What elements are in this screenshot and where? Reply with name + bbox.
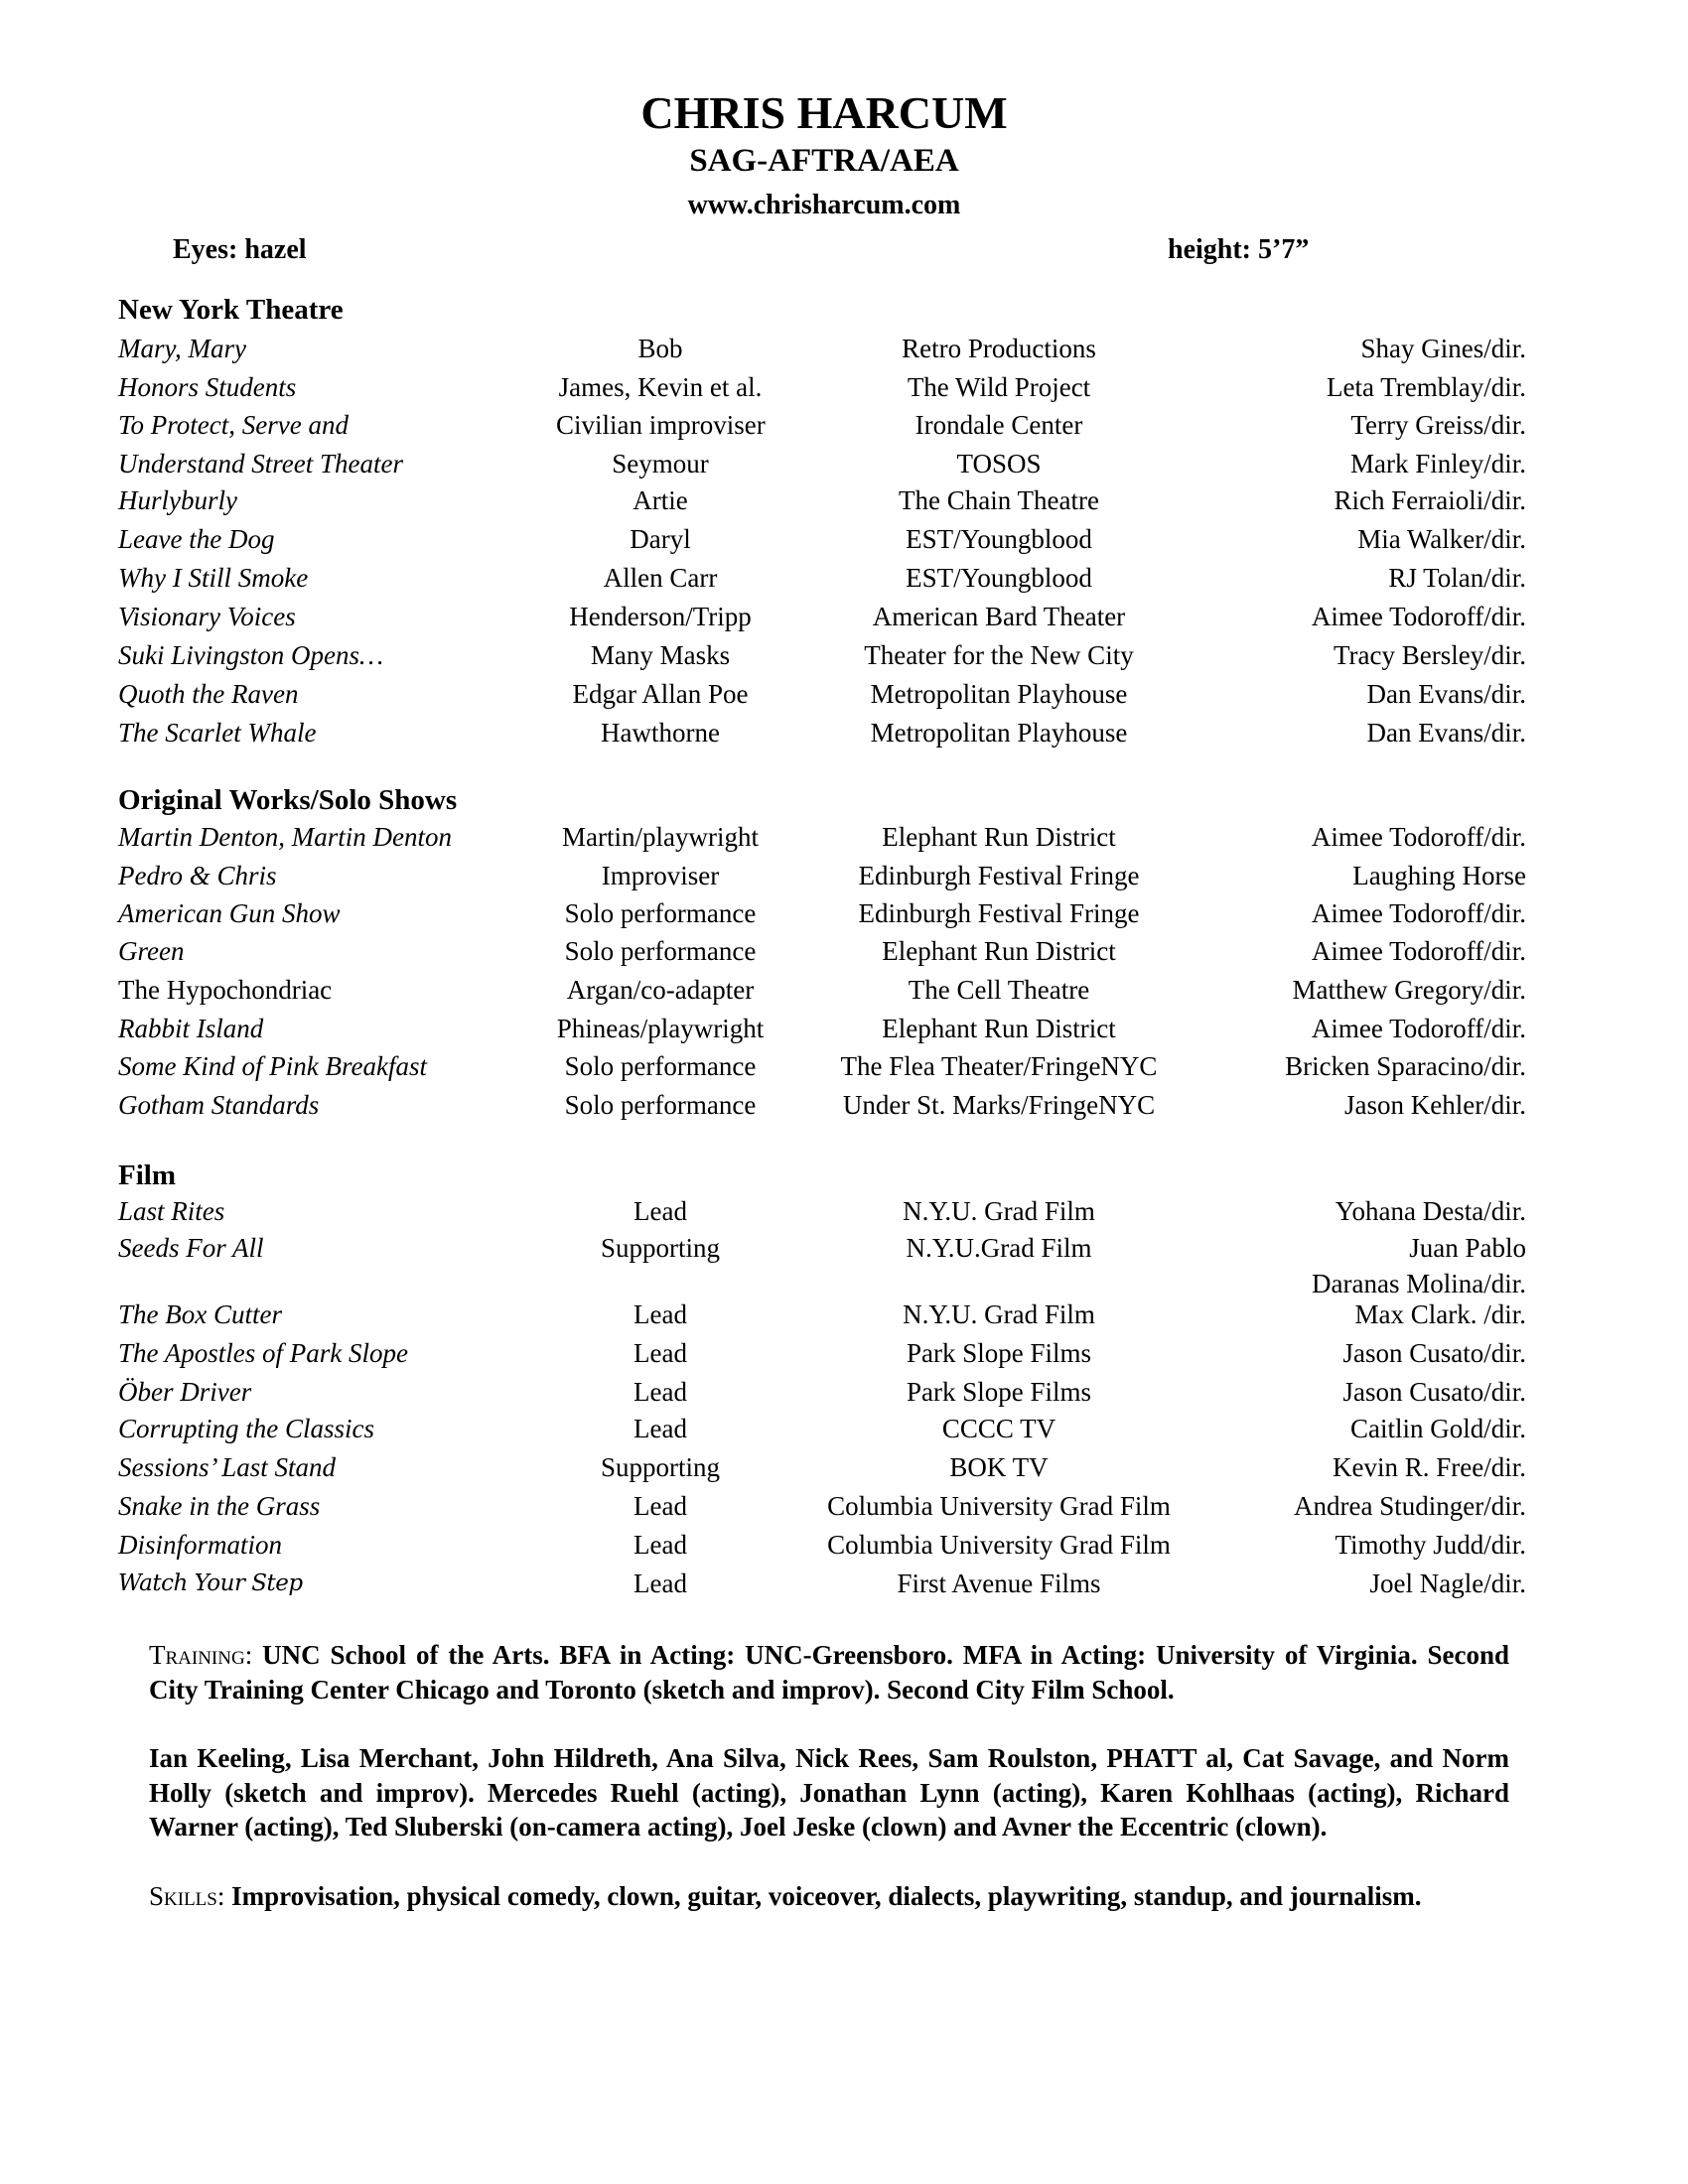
credit-row (0, 973, 1688, 1007)
credit-role: Lead (633, 1338, 687, 1368)
credit-director: Leta Tremblay/dir. (1327, 372, 1526, 402)
credit-title: Visionary Voices (118, 602, 296, 631)
credit-title: Why I Still Smoke (118, 563, 309, 593)
credit-row (0, 332, 1688, 365)
credit-venue: N.Y.U. Grad Film (903, 1196, 1095, 1226)
credit-row (0, 1012, 1688, 1045)
credit-title: Seeds For All (118, 1233, 264, 1263)
credit-role: Lead (633, 1530, 687, 1560)
credit-row (0, 561, 1688, 595)
credit-title: Rabbit Island (118, 1014, 264, 1043)
credit-role: Henderson/Tripp (569, 602, 752, 631)
credit-venue: Metropolitan Playhouse (870, 718, 1128, 748)
credit-role: Supporting (600, 1452, 720, 1482)
credit-title: Öber Driver (118, 1377, 252, 1407)
credit-title: American Gun Show (118, 898, 341, 928)
credit-title: Disinformation (118, 1530, 283, 1560)
section-heading-film: Film (118, 1160, 176, 1191)
credit-director: Aimee Todoroff/dir. (1311, 936, 1526, 966)
credit-role: Daryl (630, 524, 691, 554)
credit-venue: N.Y.U.Grad Film (906, 1233, 1092, 1263)
credit-role: Martin/playwright (562, 822, 759, 852)
training-paragraph (149, 1638, 1509, 1706)
credit-venue: Edinburgh Festival Fringe (858, 898, 1140, 928)
credit-title: Green (118, 936, 185, 966)
credit-role: Solo performance (564, 936, 757, 966)
credit-row (0, 1088, 1688, 1122)
credit-title: The Box Cutter (118, 1299, 282, 1329)
credit-venue: The Chain Theatre (899, 485, 1099, 515)
credit-venue: Irondale Center (914, 410, 1083, 440)
credit-title: Mary, Mary (118, 334, 246, 363)
credit-venue: EST/Youngblood (906, 524, 1092, 554)
credit-row (0, 677, 1688, 711)
training-text: UNC School of the Arts. BFA in Acting: UNC-Greensboro. MFA in Acting: University of Virginia. Second City Training Center Chicago and Toronto (sketch and improv). Second City Film School. (149, 1640, 1509, 1705)
credit-row (0, 1297, 1688, 1331)
credit-venue: The Wild Project (907, 372, 1091, 402)
credit-venue: American Bard Theater (872, 602, 1126, 631)
credit-row (0, 483, 1688, 517)
credit-row (0, 1489, 1688, 1523)
credit-title: Some Kind of Pink Breakfast (118, 1051, 427, 1081)
credit-title: Martin Denton, Martin Denton (118, 822, 452, 852)
credit-row (0, 638, 1688, 672)
credit-title: The Hypochondriac (118, 975, 333, 1005)
credit-role: Improviser (601, 861, 720, 890)
teachers-paragraph (149, 1741, 1509, 1844)
credit-role: Artie (633, 485, 688, 515)
section-heading-original-works: Original Works/Solo Shows (118, 784, 458, 816)
credit-director: Daranas Molina/dir. (1312, 1269, 1526, 1298)
credit-director: Terry Greiss/dir. (1350, 410, 1526, 440)
credit-director: Max Clark. /dir. (1354, 1299, 1526, 1329)
credit-venue: First Avenue Films (897, 1569, 1101, 1598)
credit-director: Laughing Horse (1352, 861, 1526, 890)
skills-text: Improvisation, physical comedy, clown, guitar, voiceover, dialects, playwriting, standup, and journalism. (224, 1881, 1422, 1911)
credit-row (0, 1450, 1688, 1484)
credit-venue: Retro Productions (902, 334, 1096, 363)
credit-role: Argan/co-adapter (566, 975, 755, 1005)
credit-title: Understand Street Theater (118, 449, 403, 478)
credit-director: Yohana Desta/dir. (1335, 1196, 1526, 1226)
credit-director: Jason Kehler/dir. (1344, 1090, 1526, 1120)
teachers-text: Ian Keeling, Lisa Merchant, John Hildreth, Ana Silva, Nick Rees, Sam Roulston, PHATT al, Cat Savage, and Norm Holly (sketch and improv). Mercedes Ruehl (acting), Jonathan Lynn (acting), Karen Kohlhaas (acting), Richard Warner (acting), Ted Sluberski (on-camera acting), Joel Jeske (clown) and Avner the Eccentric (clown). (149, 1743, 1509, 1842)
credit-director: Andrea Studinger/dir. (1294, 1491, 1526, 1521)
credit-row (0, 934, 1688, 968)
credit-row (0, 716, 1688, 750)
credit-role: Solo performance (564, 898, 757, 928)
credit-title: Gotham Standards (118, 1090, 320, 1120)
credit-role: Lead (633, 1569, 687, 1598)
credit-director: Aimee Todoroff/dir. (1311, 1014, 1526, 1043)
credit-row (0, 1375, 1688, 1409)
credit-row (0, 859, 1688, 892)
credit-row (0, 600, 1688, 633)
credit-venue: Elephant Run District (882, 1014, 1116, 1043)
eye-color: Eyes: hazel (173, 234, 307, 265)
skills-paragraph (149, 1879, 1509, 1914)
credit-title: The Apostles of Park Slope (118, 1338, 408, 1368)
training-label: Training: (149, 1640, 253, 1670)
credit-director: Aimee Todoroff/dir. (1311, 822, 1526, 852)
credit-role: Civilian improviser (556, 410, 766, 440)
credit-director: Mia Walker/dir. (1357, 524, 1526, 554)
credit-director: Juan Pablo (1409, 1233, 1526, 1263)
credit-director: Shay Gines/dir. (1360, 334, 1526, 363)
credit-venue: N.Y.U. Grad Film (903, 1299, 1095, 1329)
credit-title: Honors Students (118, 372, 297, 402)
credit-venue: CCCC TV (941, 1414, 1056, 1443)
credit-venue: Columbia University Grad Film (827, 1491, 1171, 1521)
credit-role: Many Masks (590, 640, 731, 670)
credit-role: Solo performance (564, 1090, 757, 1120)
credit-director: Timothy Judd/dir. (1335, 1530, 1526, 1560)
credit-venue: Edinburgh Festival Fringe (858, 861, 1140, 890)
credit-role: Hawthorne (601, 718, 720, 748)
website-link[interactable]: www.chrisharcum.com (687, 190, 961, 220)
credit-title: Pedro & Chris (118, 861, 277, 890)
skills-label: Skills: (149, 1881, 225, 1911)
credit-title: Quoth the Raven (118, 679, 299, 709)
credit-role: Lead (633, 1414, 687, 1443)
credit-venue: Park Slope Films (906, 1377, 1092, 1407)
credit-director: Jason Cusato/dir. (1342, 1338, 1526, 1368)
credit-row (0, 408, 1688, 442)
credit-director: Joel Nagle/dir. (1369, 1569, 1526, 1598)
credit-row (0, 1267, 1688, 1300)
credit-row (0, 1231, 1688, 1265)
credit-venue: Theater for the New City (864, 640, 1134, 670)
credit-row (0, 370, 1688, 404)
credit-role: Bob (637, 334, 683, 363)
credit-row (0, 820, 1688, 854)
credit-row (0, 1194, 1688, 1228)
height: height: 5’7” (1168, 234, 1310, 265)
credit-role: Solo performance (564, 1051, 757, 1081)
credit-director: Jason Cusato/dir. (1342, 1377, 1526, 1407)
credit-title: Leave the Dog (118, 524, 275, 554)
credit-director: Dan Evans/dir. (1366, 679, 1526, 709)
credit-venue: TOSOS (956, 449, 1042, 478)
credit-venue: EST/Youngblood (906, 563, 1092, 593)
credit-row (0, 447, 1688, 480)
credit-title: Sessions’ Last Stand (118, 1452, 337, 1482)
credit-venue: Columbia University Grad Film (827, 1530, 1171, 1560)
credit-title: Watch Your Step (118, 1570, 303, 1596)
credit-venue: Under St. Marks/FringeNYC (842, 1090, 1156, 1120)
union-affiliations: SAG-AFTRA/AEA (689, 143, 959, 179)
credit-director: Matthew Gregory/dir. (1292, 975, 1526, 1005)
credit-role: Lead (633, 1491, 687, 1521)
credit-title: Last Rites (118, 1196, 225, 1226)
credit-role: Edgar Allan Poe (572, 679, 749, 709)
credit-title: Suki Livingston Opens… (118, 640, 383, 670)
credit-director: Rich Ferraioli/dir. (1334, 485, 1526, 515)
credit-venue: Metropolitan Playhouse (870, 679, 1128, 709)
credit-venue: Park Slope Films (906, 1338, 1092, 1368)
credit-director: Kevin R. Free/dir. (1333, 1452, 1526, 1482)
credit-role: Lead (633, 1377, 687, 1407)
credit-role: Lead (633, 1196, 687, 1226)
section-heading-new-york-theatre: New York Theatre (118, 294, 344, 326)
credit-venue: BOK TV (949, 1452, 1049, 1482)
credit-row (0, 1567, 1688, 1600)
credit-director: Dan Evans/dir. (1366, 718, 1526, 748)
credit-title: The Scarlet Whale (118, 718, 317, 748)
credit-title: Corrupting the Classics (118, 1414, 375, 1443)
credit-venue: The Flea Theater/FringeNYC (840, 1051, 1158, 1081)
credit-title: Hurlyburly (118, 485, 237, 515)
credit-row (0, 1528, 1688, 1562)
credit-director: Bricken Sparacino/dir. (1285, 1051, 1526, 1081)
credit-director: Aimee Todoroff/dir. (1311, 898, 1526, 928)
credit-director: Tracy Bersley/dir. (1334, 640, 1526, 670)
credit-role: James, Kevin et al. (558, 372, 763, 402)
credit-role: Seymour (612, 449, 709, 478)
credit-director: Aimee Todoroff/dir. (1311, 602, 1526, 631)
credit-venue: Elephant Run District (882, 936, 1116, 966)
credit-row (0, 522, 1688, 556)
credit-row (0, 1049, 1688, 1083)
credit-venue: The Cell Theatre (908, 975, 1090, 1005)
credit-venue: Elephant Run District (882, 822, 1116, 852)
credit-role: Allen Carr (603, 563, 718, 593)
credit-row (0, 1412, 1688, 1445)
credit-role: Phineas/playwright (556, 1014, 765, 1043)
credit-director: Caitlin Gold/dir. (1349, 1414, 1526, 1443)
credit-role: Lead (633, 1299, 687, 1329)
credit-row (0, 1336, 1688, 1370)
credit-title: Snake in the Grass (118, 1491, 321, 1521)
credit-director: RJ Tolan/dir. (1388, 563, 1526, 593)
actor-name: CHRIS HARCUM (640, 87, 1008, 138)
credit-role: Supporting (600, 1233, 720, 1263)
credit-director: Mark Finley/dir. (1350, 449, 1526, 478)
credit-title: To Protect, Serve and (118, 410, 349, 440)
credit-row (0, 896, 1688, 930)
